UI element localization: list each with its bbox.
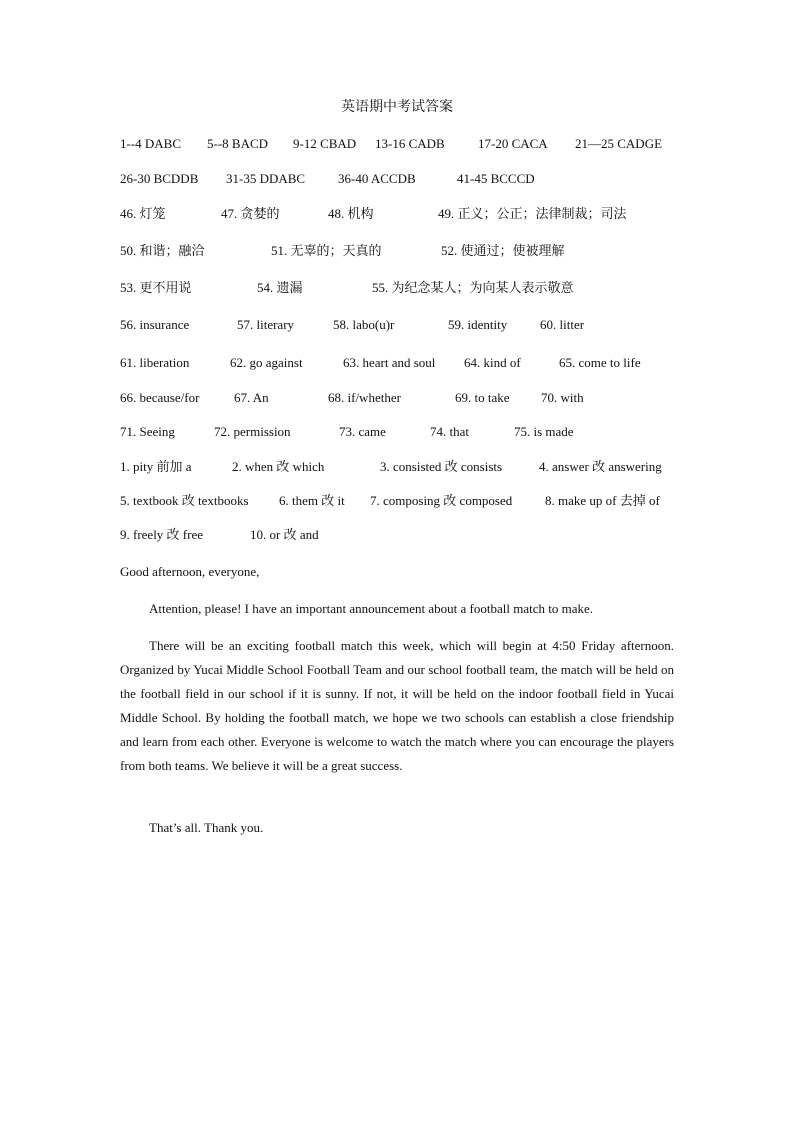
answer-row-vocab-3 xyxy=(120,278,680,298)
answer-row-words-2 xyxy=(120,353,680,373)
answer-cell: 49. 正义；公正；法律制裁；司法 xyxy=(438,206,627,221)
letter-paragraph: There will be an exciting football match this week, which will begin at 4:50 Friday afternoon. Organized by Yucai Middle School Football Team and our school football team, the match will be held on the football field in our school if it is sunny. If not, it will be held on the indoor football field in Yucai Middle School. By holding the football match, we hope we two schools can establish a close friendship and learn from each other. Everyone is welcome to watch the match where you can encourage the players from both teams. We believe it will be a great success. xyxy=(120,638,674,773)
answer-row-mc-2 xyxy=(120,169,680,189)
answer-cell: 59. identity xyxy=(448,317,508,332)
answer-cell: 72. permission xyxy=(214,424,291,439)
answer-cell: 66. because/for xyxy=(120,390,200,405)
answer-cell: 63. heart and soul xyxy=(343,355,436,370)
answer-cell: 52. 使通过；使被理解 xyxy=(441,243,565,258)
answer-cell: 5. textbook 改 textbooks xyxy=(120,493,249,508)
answer-cell: 74. that xyxy=(430,424,469,439)
answer-cell: 53. 更不用说 xyxy=(120,280,192,295)
answer-cell: 6. them 改 it xyxy=(279,493,345,508)
answer-row-grammar-1 xyxy=(120,388,680,408)
answer-cell: 65. come to life xyxy=(559,355,641,370)
answer-cell: 48. 机构 xyxy=(328,206,374,221)
answer-cell: 71. Seeing xyxy=(120,424,175,439)
answer-row-correction-1 xyxy=(120,457,680,477)
answer-cell: 9. freely 改 free xyxy=(120,527,204,542)
answer-cell: 21—25 CADGE xyxy=(575,136,663,151)
answer-cell: 26-30 BCDDB xyxy=(120,171,199,186)
answer-cell: 8. make up of 去掉 of xyxy=(545,493,660,508)
answer-cell: 1. pity 前加 a xyxy=(120,459,192,474)
answer-row-vocab-1 xyxy=(120,204,680,224)
answer-cell: 54. 遗漏 xyxy=(257,280,303,295)
answer-cell: 60. litter xyxy=(540,317,585,332)
answer-cell: 7. composing 改 composed xyxy=(370,493,513,508)
answer-cell: 58. labo(u)r xyxy=(333,317,395,332)
answer-cell: 62. go against xyxy=(230,355,303,370)
answer-cell: 69. to take xyxy=(455,390,510,405)
answer-cell: 50. 和谐；融洽 xyxy=(120,243,205,258)
answer-cell: 4. answer 改 answering xyxy=(539,459,662,474)
answer-cell: 51. 无辜的；天真的 xyxy=(271,243,382,258)
answer-cell: 75. is made xyxy=(514,424,574,439)
answer-cell: 55. 为纪念某人；为向某人表示敬意 xyxy=(372,280,574,295)
answer-row-correction-2 xyxy=(120,491,680,511)
answer-row-grammar-2 xyxy=(120,422,680,442)
letter-greeting: Good afternoon, everyone, xyxy=(120,564,260,579)
answer-cell: 41-45 BCCCD xyxy=(457,171,535,186)
answer-cell: 10. or 改 and xyxy=(250,527,319,542)
answer-cell: 73. came xyxy=(339,424,386,439)
answer-cell: 46. 灯笼 xyxy=(120,206,166,221)
letter-closing: That’s all. Thank you. xyxy=(149,820,264,835)
answer-cell: 67. An xyxy=(234,390,269,405)
answer-cell: 1--4 DABC xyxy=(120,136,182,151)
answer-row-mc-1 xyxy=(120,134,680,154)
answer-cell: 13-16 CADB xyxy=(375,136,445,151)
answer-row-vocab-2 xyxy=(120,241,680,261)
letter-paragraph: Attention, please! I have an important announcement about a football match to make. xyxy=(149,601,594,616)
answer-cell: 68. if/whether xyxy=(328,390,401,405)
answer-cell: 9-12 CBAD xyxy=(293,136,357,151)
page-title: 英语期中考试答案 xyxy=(341,100,453,115)
answer-row-words-1 xyxy=(120,315,680,335)
answer-cell: 36-40 ACCDB xyxy=(338,171,416,186)
answer-cell: 64. kind of xyxy=(464,355,521,370)
answer-cell: 61. liberation xyxy=(120,355,190,370)
answer-cell: 31-35 DDABC xyxy=(226,171,306,186)
answer-cell: 5--8 BACD xyxy=(207,136,269,151)
answer-cell: 56. insurance xyxy=(120,317,190,332)
answer-cell: 70. with xyxy=(541,390,584,405)
answer-cell: 57. literary xyxy=(237,317,295,332)
answer-cell: 47. 贪婪的 xyxy=(221,206,280,221)
answer-cell: 2. when 改 which xyxy=(232,459,325,474)
answer-cell: 17-20 CACA xyxy=(478,136,548,151)
answer-cell: 3. consisted 改 consists xyxy=(380,459,503,474)
answer-row-correction-3 xyxy=(120,525,680,545)
